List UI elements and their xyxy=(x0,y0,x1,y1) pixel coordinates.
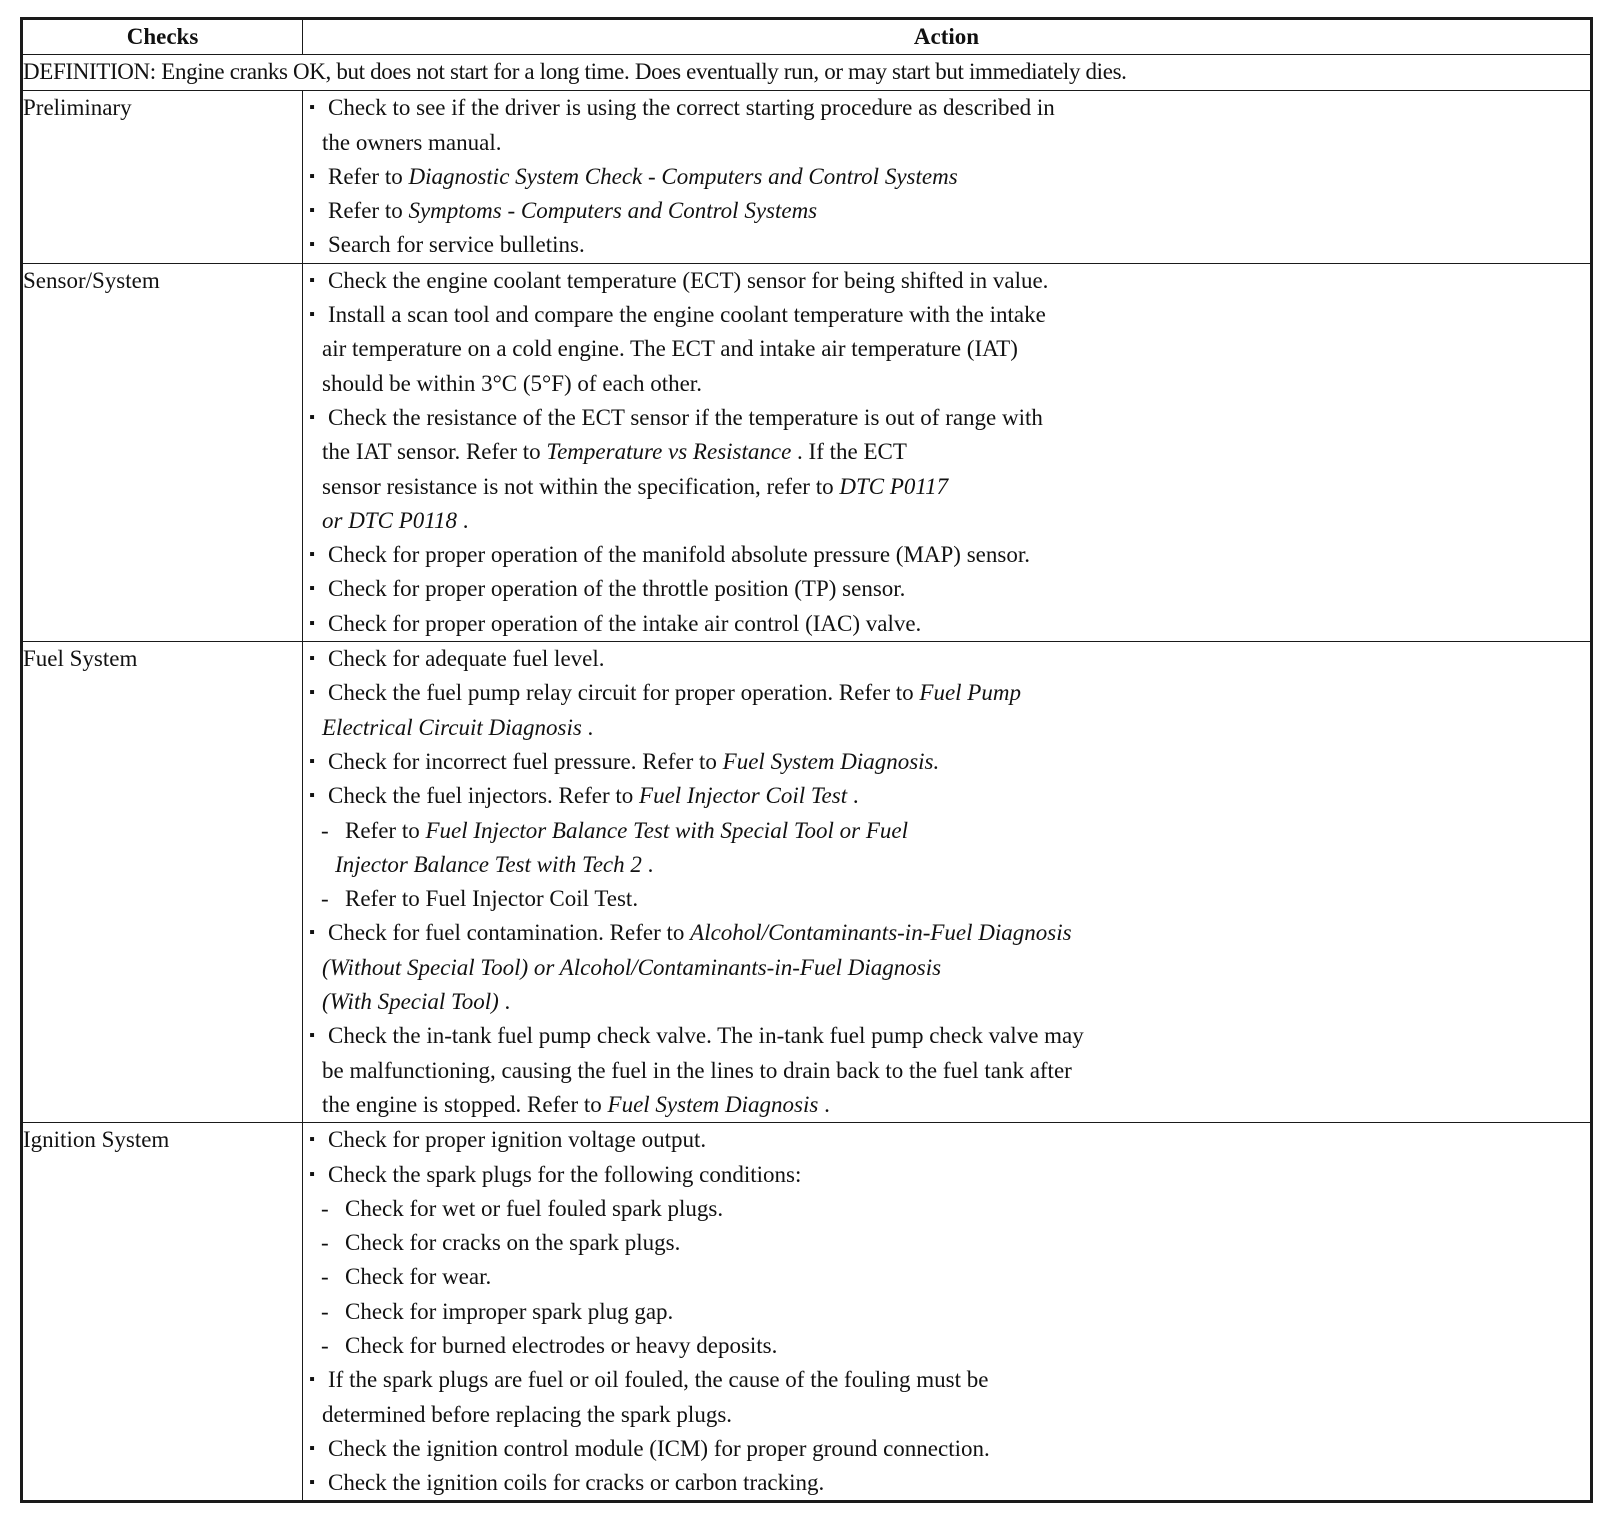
bullet-icon: ▪ xyxy=(309,306,315,324)
action-line xyxy=(328,1466,1590,1500)
reference-text: Diagnostic System Check - Computers and Control Systems xyxy=(408,163,958,189)
action-line xyxy=(345,814,1590,848)
action-text: Check the fuel pump relay circuit for proper operation. Refer to xyxy=(328,680,920,706)
action-text: Check for adequate fuel level. xyxy=(328,646,605,672)
action-line xyxy=(328,194,1590,228)
action-line xyxy=(345,1260,1590,1294)
bullet-icon: ▪ xyxy=(309,580,315,598)
sub-action-item xyxy=(303,1295,1590,1329)
sub-action-item xyxy=(303,814,1590,883)
action-text: . If the ECT xyxy=(791,439,907,465)
action-text: . xyxy=(641,851,654,877)
action-cell xyxy=(303,263,1592,641)
action-line xyxy=(322,985,1590,1019)
action-text: Refer to xyxy=(328,163,409,189)
action-item xyxy=(303,264,1590,298)
action-item xyxy=(303,745,1590,779)
bullet-icon: ▪ xyxy=(309,99,315,117)
check-category: Ignition System xyxy=(22,1123,303,1502)
action-line xyxy=(322,1088,1590,1122)
action-item xyxy=(303,1158,1590,1192)
action-item xyxy=(303,160,1590,194)
section-row xyxy=(22,1123,1592,1502)
action-line xyxy=(328,916,1590,950)
action-line xyxy=(322,1054,1590,1088)
action-item xyxy=(303,538,1590,572)
action-line xyxy=(345,1329,1590,1363)
action-text: Check for proper operation of the throttle position (TP) sensor. xyxy=(328,576,906,602)
action-line xyxy=(322,504,1590,538)
action-item xyxy=(303,779,1590,813)
action-text: Refer to Fuel Injector Coil Test. xyxy=(345,886,639,912)
reference-text: Symptoms - Computers and Control Systems xyxy=(408,198,818,224)
bullet-icon: ▪ xyxy=(309,1439,315,1457)
action-text: . xyxy=(847,783,859,809)
action-line xyxy=(328,1158,1590,1192)
action-text: Check for proper ignition voltage output. xyxy=(328,1127,707,1153)
action-text: the IAT sensor. Refer to xyxy=(322,439,547,465)
action-line xyxy=(328,1019,1590,1053)
document-page xyxy=(20,17,1590,1503)
dash-icon: - xyxy=(321,1298,329,1324)
action-line xyxy=(322,1398,1590,1432)
action-line xyxy=(328,91,1590,125)
action-item xyxy=(303,916,1590,1019)
reference-text: Fuel Injector Coil Test xyxy=(639,783,848,809)
dash-icon: - xyxy=(321,817,329,843)
action-text: Check for burned electrodes or heavy deposits. xyxy=(345,1332,778,1358)
checks-column-header: Checks xyxy=(22,19,303,55)
reference-text: Injector Balance Test with Tech 2 xyxy=(335,851,642,877)
action-text: Check for proper operation of the manifold absolute pressure (MAP) sensor. xyxy=(328,542,1030,568)
bullet-icon: ▪ xyxy=(309,271,315,289)
action-line xyxy=(345,1295,1590,1329)
bullet-icon: ▪ xyxy=(309,236,315,254)
bullet-icon: ▪ xyxy=(309,650,315,668)
action-text: Check to see if the driver is using the correct starting procedure as described in xyxy=(328,95,1055,121)
definition-row xyxy=(22,55,1592,91)
action-item xyxy=(303,194,1590,228)
action-line xyxy=(328,160,1590,194)
bullet-icon: ▪ xyxy=(309,1371,315,1389)
action-line xyxy=(328,572,1590,606)
check-category: Sensor/System xyxy=(22,263,303,641)
check-category: Fuel System xyxy=(22,642,303,1123)
action-line xyxy=(328,264,1590,298)
reference-text: (With Special Tool) xyxy=(322,989,499,1015)
diagnostic-table xyxy=(20,17,1593,1503)
action-line xyxy=(328,228,1590,262)
sub-action-item xyxy=(303,1192,1590,1226)
reference-text: Fuel System Diagnosis xyxy=(607,1091,819,1117)
action-text: be malfunctioning, causing the fuel in the lines to drain back to the fuel tank after xyxy=(322,1057,1072,1083)
dash-icon: - xyxy=(321,1332,329,1358)
action-text: Check the fuel injectors. Refer to xyxy=(328,783,640,809)
action-text: Check for incorrect fuel pressure. Refer to xyxy=(328,748,723,774)
bullet-icon: ▪ xyxy=(309,752,315,770)
reference-text: Alcohol/Contaminants-in-Fuel Diagnosis xyxy=(690,920,1072,946)
action-text: Install a scan tool and compare the engine coolant temperature with the intake xyxy=(328,302,1046,328)
reference-text: (Without Special Tool) or Alcohol/Contaminants-in-Fuel Diagnosis xyxy=(322,954,942,980)
action-line xyxy=(345,882,1590,916)
action-item xyxy=(303,676,1590,745)
action-cell xyxy=(303,1123,1592,1502)
action-text: Check for wear. xyxy=(345,1264,492,1290)
sub-action-item xyxy=(303,1226,1590,1260)
action-text: the engine is stopped. Refer to xyxy=(322,1091,608,1117)
action-line xyxy=(328,1432,1590,1466)
action-text: . xyxy=(818,1091,830,1117)
sub-action-item xyxy=(303,1329,1590,1363)
dash-icon: - xyxy=(321,1195,329,1221)
action-line xyxy=(328,745,1590,779)
action-item xyxy=(303,1123,1590,1157)
action-text: Check for wet or fuel fouled spark plugs. xyxy=(345,1195,724,1221)
action-text: Check the resistance of the ECT sensor if the temperature is out of range with xyxy=(328,404,1043,430)
action-line xyxy=(328,779,1590,813)
reference-text: Fuel Pump xyxy=(919,680,1021,706)
bullet-icon: ▪ xyxy=(309,202,315,220)
action-item xyxy=(303,298,1590,401)
reference-text: DTC P0117 xyxy=(839,473,949,499)
header-row xyxy=(22,19,1592,55)
action-column-header: Action xyxy=(303,19,1592,55)
action-item xyxy=(303,1019,1590,1122)
action-text: Check for cracks on the spark plugs. xyxy=(345,1230,681,1256)
action-text: sensor resistance is not within the specification, refer to xyxy=(322,473,840,499)
bullet-icon: ▪ xyxy=(309,684,315,702)
reference-text: Temperature vs Resistance xyxy=(546,439,792,465)
reference-text: Fuel Injector Balance Test with Special Tool or Fuel xyxy=(425,817,908,843)
action-text: air temperature on a cold engine. The ECT and intake air temperature (IAT) xyxy=(322,336,1018,362)
action-line xyxy=(322,332,1590,366)
action-text: . xyxy=(498,989,511,1015)
bullet-icon: ▪ xyxy=(309,167,315,185)
bullet-icon: ▪ xyxy=(309,924,315,942)
bullet-icon: ▪ xyxy=(309,1027,315,1045)
action-line xyxy=(328,607,1590,641)
action-item xyxy=(303,401,1590,538)
action-text: Refer to xyxy=(328,198,409,224)
check-category: Preliminary xyxy=(22,91,303,263)
reference-text: Electrical Circuit Diagnosis xyxy=(322,714,582,740)
action-text: Check for proper operation of the intake air control (IAC) valve. xyxy=(328,610,922,636)
action-line xyxy=(328,298,1590,332)
action-item xyxy=(303,228,1590,262)
sub-action-item xyxy=(303,882,1590,916)
action-text: Check the in-tank fuel pump check valve. The in-tank fuel pump check valve may xyxy=(328,1023,1084,1049)
reference-text: or DTC P0118 xyxy=(322,507,458,533)
action-line xyxy=(328,401,1590,435)
action-text: . xyxy=(457,507,469,533)
action-text: If the spark plugs are fuel or oil fouled, the cause of the fouling must be xyxy=(328,1367,989,1393)
bullet-icon: ▪ xyxy=(309,1474,315,1492)
action-line xyxy=(328,1363,1590,1397)
action-text: Check the engine coolant temperature (ECT) sensor for being shifted in value. xyxy=(328,267,1049,293)
action-item xyxy=(303,642,1590,676)
action-line xyxy=(322,711,1590,745)
bullet-icon: ▪ xyxy=(309,1165,315,1183)
action-text: Check the spark plugs for the following conditions: xyxy=(328,1161,802,1187)
action-item xyxy=(303,1432,1590,1466)
dash-icon: - xyxy=(321,886,329,912)
action-cell xyxy=(303,91,1592,263)
action-text: Refer to xyxy=(345,817,426,843)
action-line xyxy=(328,642,1590,676)
reference-text: Fuel System Diagnosis. xyxy=(722,748,940,774)
dash-icon: - xyxy=(321,1230,329,1256)
action-line xyxy=(322,470,1590,504)
action-text: . xyxy=(581,714,594,740)
action-text: Check the ignition coils for cracks or carbon tracking. xyxy=(328,1470,825,1496)
definition-text: DEFINITION: Engine cranks OK, but does not start for a long time. Does eventually run, or may start but immediately dies. xyxy=(22,55,1592,91)
dash-icon: - xyxy=(321,1264,329,1290)
action-text: the owners manual. xyxy=(322,129,502,155)
section-row xyxy=(22,263,1592,641)
bullet-icon: ▪ xyxy=(309,614,315,632)
action-line xyxy=(345,1192,1590,1226)
action-item xyxy=(303,1363,1590,1432)
action-text: Search for service bulletins. xyxy=(328,232,585,258)
action-text: Check for fuel contamination. Refer to xyxy=(328,920,691,946)
section-row xyxy=(22,642,1592,1123)
action-line xyxy=(345,1226,1590,1260)
action-line xyxy=(328,676,1590,710)
action-line xyxy=(322,435,1590,469)
action-line xyxy=(335,848,1590,882)
action-cell xyxy=(303,642,1592,1123)
bullet-icon: ▪ xyxy=(309,787,315,805)
bullet-icon: ▪ xyxy=(309,408,315,426)
action-line xyxy=(322,126,1590,160)
action-line xyxy=(322,951,1590,985)
action-line xyxy=(322,367,1590,401)
bullet-icon: ▪ xyxy=(309,1131,315,1149)
action-line xyxy=(328,538,1590,572)
action-line xyxy=(328,1123,1590,1157)
action-text: determined before replacing the spark plugs. xyxy=(322,1401,733,1427)
bullet-icon: ▪ xyxy=(309,546,315,564)
action-item xyxy=(303,607,1590,641)
section-row xyxy=(22,91,1592,263)
action-item xyxy=(303,572,1590,606)
action-text: Check for improper spark plug gap. xyxy=(345,1298,674,1324)
action-text: Check the ignition control module (ICM) for proper ground connection. xyxy=(328,1435,990,1461)
action-item xyxy=(303,1466,1590,1500)
sub-action-item xyxy=(303,1260,1590,1294)
action-text: should be within 3°C (5°F) of each other. xyxy=(322,370,702,396)
action-item xyxy=(303,91,1590,160)
